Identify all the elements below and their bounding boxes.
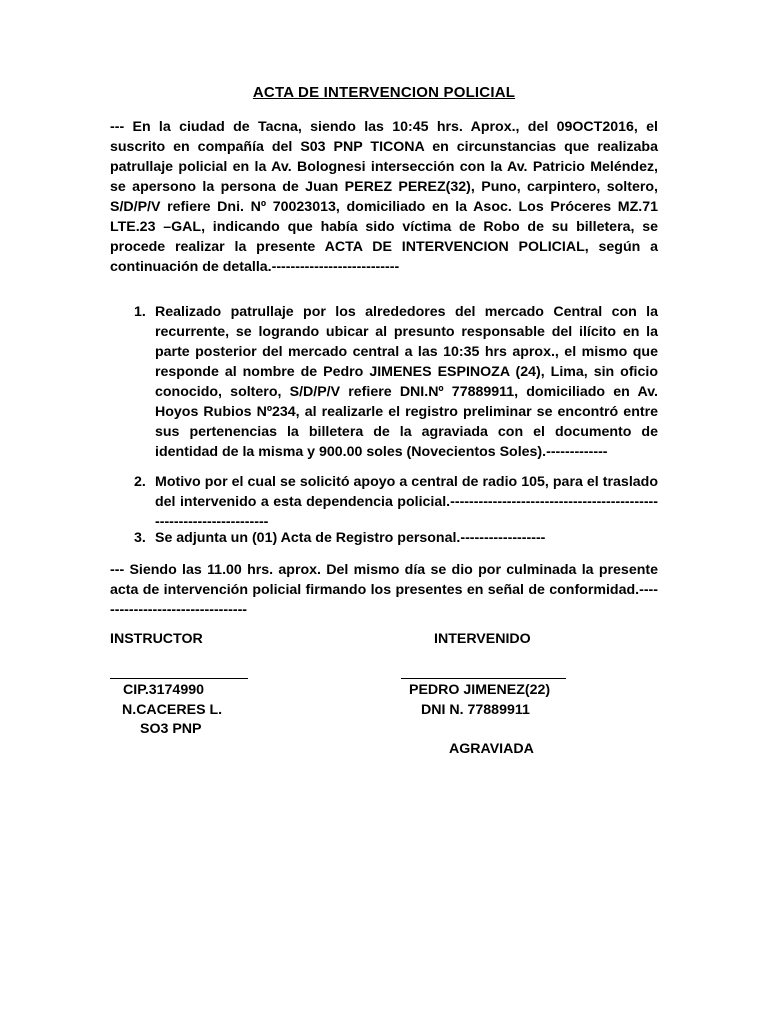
list-item-number: 3.: [134, 530, 146, 546]
intervenido-dni: DNI N. 77889911: [421, 702, 530, 718]
list-item-text: Motivo por el cual se solicitó apoyo a central de radio 105, para el traslado del intervenido a esta dependencia policial.--------------------------------------------------------------------: [155, 474, 658, 530]
findings-list-item-2: [134, 472, 658, 532]
instructor-rank: SO3 PNP: [140, 721, 202, 737]
intervenido-signature-line: [401, 678, 566, 679]
agraviada-heading: AGRAVIADA: [449, 741, 534, 757]
list-item-number: 2.: [134, 474, 146, 490]
list-item: [134, 528, 658, 548]
intro-paragraph: --- En la ciudad de Tacna, siendo las 10:45 hrs. Aprox., del 09OCT2016, el suscrito en compañía del S03 PNP TICONA en circunstancias que realizaba patrullaje policial en la Av. Bolognesi intersección con la Av. Patricio Meléndez, se apersono la persona de Juan PEREZ PEREZ(32), Puno, carpintero, soltero, S/D/P/V refiere Dni. Nº 70023013, domiciliado en la Asoc. Los Próceres MZ.71 LTE.23 –GAL, indicando que había sido víctima de Robo de su billetera, se procede realizar la presente ACTA DE INTERVENCION POLICIAL, según a continuación de detalla.---------------------------: [110, 119, 658, 275]
document-title: ACTA DE INTERVENCION POLICIAL: [252, 84, 516, 101]
instructor-heading: INSTRUCTOR: [110, 631, 203, 647]
list-item: [134, 302, 658, 462]
findings-list-item-3: [134, 528, 658, 548]
findings-list-item-1: [134, 302, 658, 462]
list-item: [134, 472, 658, 532]
list-item-number: 1.: [134, 304, 146, 320]
closing-paragraph: --- Siendo las 11.00 hrs. aprox. Del mismo día se dio por culminada la presente acta de intervención policial firmando los presentes en señal de conformidad.---------------------------------: [110, 562, 658, 618]
intervenido-heading: INTERVENIDO: [434, 631, 531, 647]
instructor-signature-line: [110, 678, 248, 679]
instructor-name: N.CACERES L.: [122, 702, 223, 718]
instructor-cip: CIP.3174990: [123, 682, 204, 698]
list-item-text: Realizado patrullaje por los alrededores del mercado Central con la recurrente, se logrando ubicar al presunto responsable del ilícito en la parte posterior del mercado central a las 10:35 hrs aprox., el mismo que responde al nombre de Pedro JIMENES ESPINOZA (24), Lima, sin oficio conocido, soltero, S/D/P/V refiere DNI.Nº 77889911, domiciliado en Av. Hoyos Rubios Nº234, al realizarle el registro preliminar se encontró entre sus pertenencias la billetera de la agraviada con el documento de identidad de la misma y 900.00 soles (Novecientos Soles).-------------: [155, 304, 658, 460]
list-item-text: Se adjunta un (01) Acta de Registro personal.------------------: [155, 530, 546, 546]
intervenido-name: PEDRO JIMENEZ(22): [409, 682, 551, 698]
